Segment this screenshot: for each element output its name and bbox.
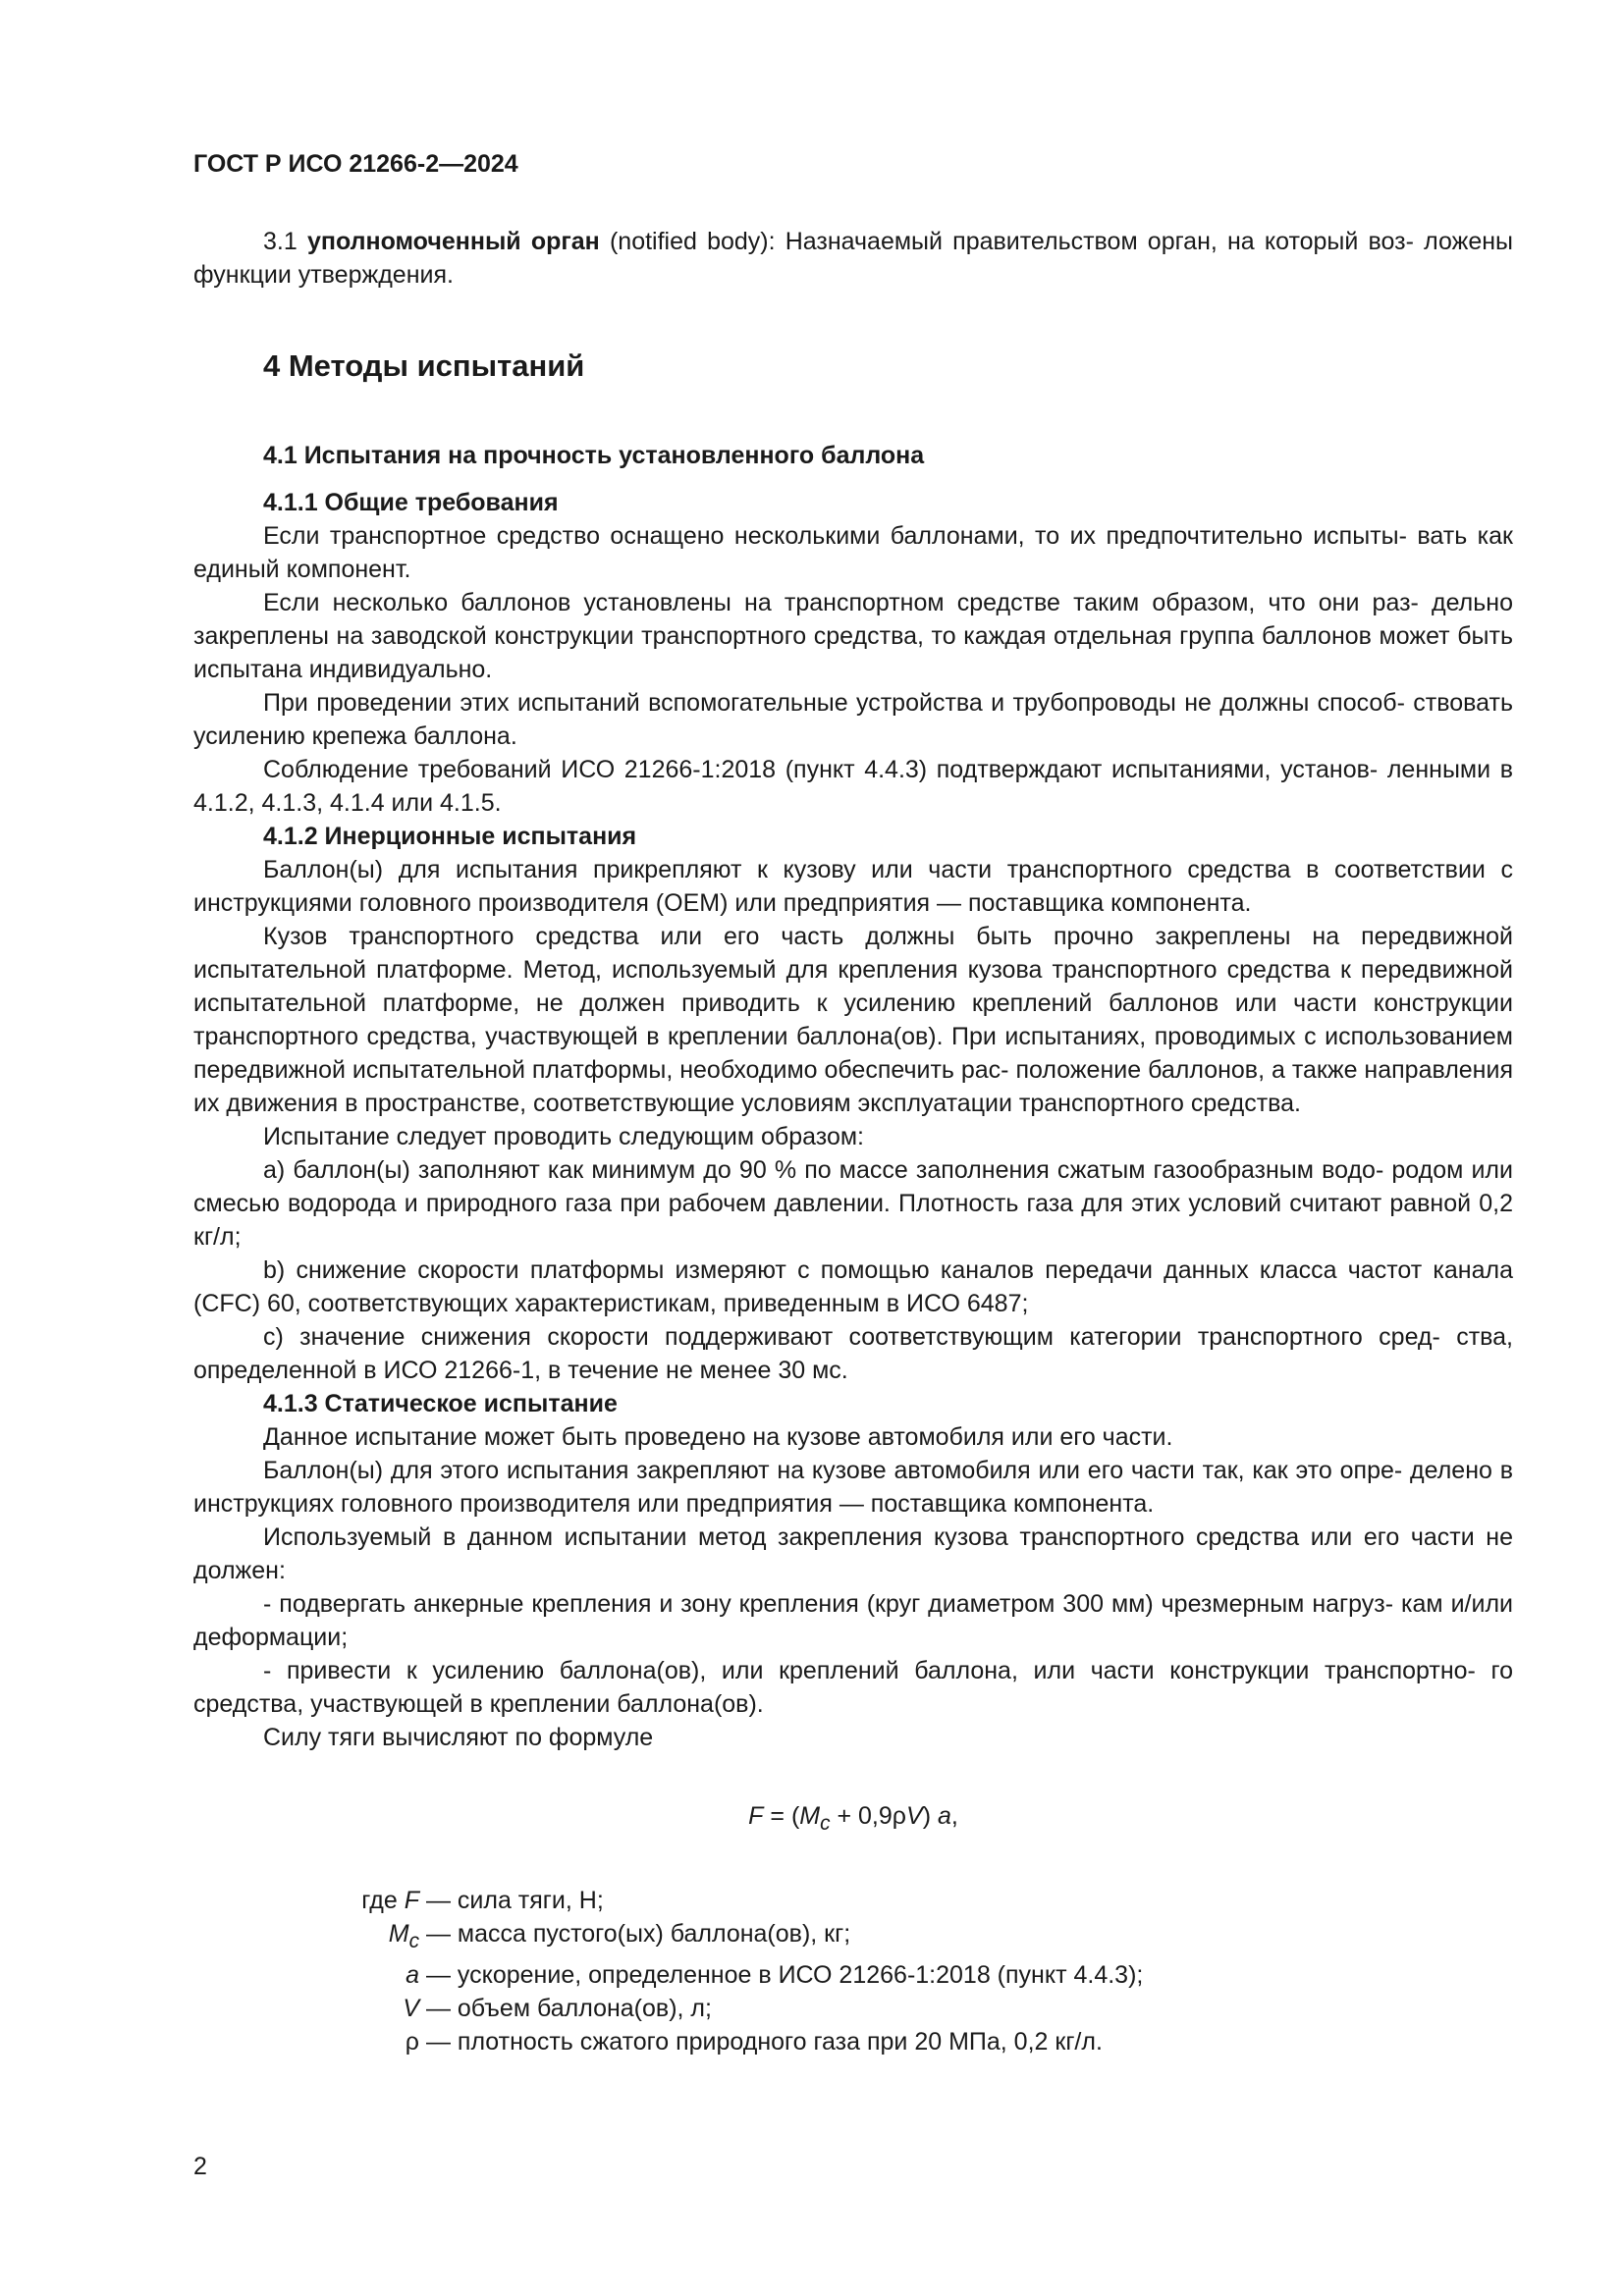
legend-symbol bbox=[193, 1884, 419, 1917]
formula-m: M bbox=[799, 1802, 821, 1830]
legend-row bbox=[193, 1884, 1513, 1917]
legend-symbol-a: a bbox=[406, 1961, 419, 1989]
legend-dash: — bbox=[419, 1887, 458, 1914]
legend-symbol-m: M bbox=[388, 1920, 409, 1948]
formula-plus: + 0,9ρ bbox=[830, 1802, 906, 1830]
section-4-1-2-heading: 4.1.2 Инерционные испытания bbox=[263, 823, 637, 850]
page-number: 2 bbox=[193, 2153, 207, 2180]
legend-dash: — bbox=[419, 1961, 458, 1989]
legend-text: ускорение, определенное в ИСО 21266-1:2018 (пункт 4.4.3); bbox=[457, 1961, 1144, 1989]
legend-text: объем баллона(ов), л; bbox=[457, 1995, 712, 2022]
legend-dash: — bbox=[419, 2028, 458, 2056]
legend-symbol bbox=[193, 1917, 419, 1958]
term-name: уполномоченный орган bbox=[306, 228, 600, 255]
formula-v: V bbox=[906, 1802, 923, 1830]
section-4-1-3-heading: 4.1.3 Статическое испытание bbox=[263, 1390, 618, 1417]
legend-symbol-v: V bbox=[403, 1995, 419, 2022]
paragraph: Если несколько баллонов установлены на транспортном средстве таким образом, что они раз- дельно закреплены на заводской конструкции транспортного средства, то каждая отдельная группа баллонов может быть испытана индивидуально. bbox=[193, 589, 1513, 683]
list-item-c: c) значение снижения скорости поддерживают соответствующим категории транспортного сред- ства, определенной в ИСО 21266-1, в течение не менее 30 мс. bbox=[193, 1323, 1513, 1384]
paragraph: Баллон(ы) для этого испытания закрепляют на кузове автомобиля или его части так, как это опре- делено в инструкциях головного производителя или предприятия — поставщика компонента. bbox=[193, 1457, 1513, 1518]
paragraph: Испытание следует проводить следующим образом: bbox=[263, 1123, 864, 1150]
document-header: ГОСТ Р ИСО 21266-2—2024 bbox=[193, 150, 518, 178]
legend-text: плотность сжатого природного газа при 20 МПа, 0,2 кг/л. bbox=[457, 2028, 1103, 2056]
formula-a: a bbox=[937, 1802, 951, 1830]
section-4-heading: 4 Методы испытаний bbox=[263, 348, 585, 383]
legend-symbol-rho: ρ bbox=[405, 2028, 419, 2056]
legend-row bbox=[193, 1958, 1513, 1992]
list-item-a: a) баллон(ы) заполняют как минимум до 90 % по массе заполнения сжатым газообразным водо- родом или смесью водорода и природного газа при рабочем давлении. Плотность газа для этих условий считают равной 0,2 кг/л; bbox=[193, 1156, 1513, 1251]
legend-symbol bbox=[193, 1958, 419, 1992]
term-number: 3.1 bbox=[263, 228, 298, 255]
legend-symbol-m-sub: c bbox=[408, 1930, 419, 1952]
term-definition-2: ложены функции утверждения. bbox=[193, 228, 1514, 289]
legend-row bbox=[193, 2025, 1513, 2058]
list-item-b: b) снижение скорости платформы измеряют с помощью каналов передачи данных класса частот канала (CFC) 60, соответствующих характеристикам, приведенным в ИСО 6487; bbox=[193, 1256, 1513, 1317]
formula-f: F bbox=[748, 1802, 764, 1830]
formula-m-sub: c bbox=[820, 1812, 831, 1835]
section-4-1-1-heading: 4.1.1 Общие требования bbox=[263, 489, 559, 516]
dash-item-2: - привести к усилению баллона(ов), или креплений баллона, или части конструкции транспортно- го средства, участвующей в креплении баллона(ов). bbox=[193, 1657, 1513, 1718]
legend-dash: — bbox=[419, 1995, 458, 2022]
formula-legend bbox=[193, 1884, 1513, 2058]
paragraph: Баллон(ы) для испытания прикрепляют к кузову или части транспортного средства в соответствии с инструкциями головного производителя (OEM) или предприятия — поставщика компонента. bbox=[193, 856, 1513, 917]
paragraph: Данное испытание может быть проведено на кузове автомобиля или его части. bbox=[263, 1423, 1173, 1451]
legend-symbol bbox=[193, 1992, 419, 2025]
dash-item-1: - подвергать анкерные крепления и зону крепления (круг диаметром 300 мм) чрезмерным нагруз- кам и/или деформации; bbox=[193, 1590, 1513, 1651]
paragraph: Используемый в данном испытании метод закрепления кузова транспортного средства или его части не должен: bbox=[193, 1523, 1513, 1584]
legend-row bbox=[193, 1917, 1513, 1958]
legend-symbol bbox=[193, 2025, 419, 2058]
term-definition-1: Назначаемый правительством орган, на который воз- bbox=[785, 228, 1414, 255]
document-page bbox=[193, 147, 1513, 2058]
section-4-1-heading: 4.1 Испытания на прочность установленного баллона bbox=[263, 442, 925, 469]
formula bbox=[193, 1799, 1513, 1841]
paragraph: При проведении этих испытаний вспомогательные устройства и трубопроводы не должны способ- ствовать усилению крепежа баллона. bbox=[193, 689, 1513, 750]
formula-end: , bbox=[950, 1802, 958, 1830]
legend-text: сила тяги, Н; bbox=[457, 1887, 604, 1914]
legend-text: масса пустого(ых) баллона(ов), кг; bbox=[457, 1920, 851, 1948]
legend-dash: — bbox=[419, 1920, 458, 1948]
paragraph: Если транспортное средство оснащено несколькими баллонами, то их предпочтительно испыты- вать как единый компонент. bbox=[193, 522, 1513, 583]
term-english: (notified body): bbox=[609, 228, 776, 255]
paragraph: Соблюдение требований ИСО 21266-1:2018 (пункт 4.4.3) подтверждают испытаниями, установ- ленными в 4.1.2, 4.1.3, 4.1.4 или 4.1.5. bbox=[193, 756, 1513, 817]
paragraph: Силу тяги вычисляют по формуле bbox=[263, 1724, 654, 1751]
paragraph: Кузов транспортного средства или его часть должны быть прочно закреплены на передвижной испытательной платформе. Метод, используемый для крепления кузова транспортного средства к передвижной испытательной платформе, не должен приводить к усилению креплений баллонов или части конструкции транспортного средства, участвующей в креплении баллона(ов). При испытаниях, проводимых с использованием передвижной испытательной платформы, необходимо обеспечить рас- положение баллонов, а также направления их движения в пространстве, соответствующие условиям эксплуатации транспортного средства. bbox=[193, 923, 1513, 1117]
term-3-1 bbox=[193, 225, 1513, 292]
formula-close: ) bbox=[922, 1802, 938, 1830]
formula-eq: = ( bbox=[763, 1802, 800, 1830]
legend-row bbox=[193, 1992, 1513, 2025]
legend-symbol-f: F bbox=[404, 1887, 419, 1914]
legend-lead: где bbox=[361, 1887, 398, 1914]
